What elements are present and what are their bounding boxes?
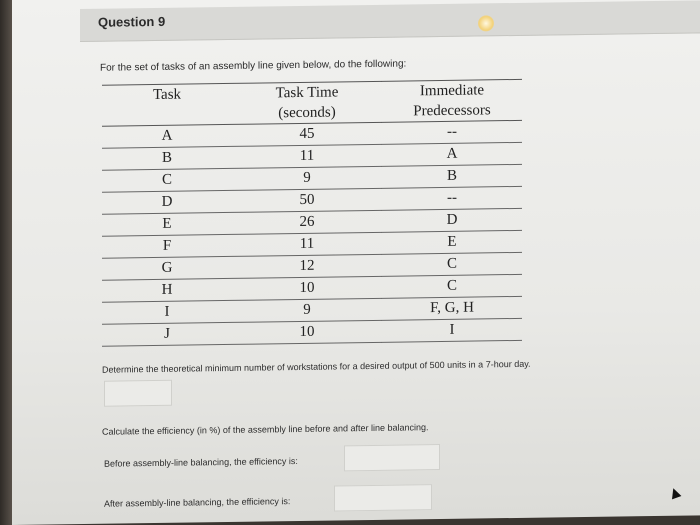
table-row: D 50 --: [102, 186, 522, 214]
header-task-time: Task Time (seconds): [232, 81, 382, 124]
question-intro: For the set of tasks of an assembly line given below, do the following:: [100, 58, 407, 74]
header-task: Task: [102, 83, 232, 126]
table-row: F 11 E: [102, 230, 522, 258]
after-efficiency-label: After assembly-line balancing, the efficiency is:: [104, 496, 291, 509]
before-efficiency-label: Before assembly-line balancing, the efficiency is:: [104, 456, 298, 469]
table-row: G 12 C: [102, 252, 522, 280]
before-efficiency-input[interactable]: [344, 444, 440, 471]
table-row: I 9 F, G, H: [102, 296, 522, 324]
table-row: A 45 --: [102, 120, 522, 148]
task-table: [102, 79, 522, 347]
table-row: E 26 D: [102, 208, 522, 236]
header-predecessors: Immediate Predecessors: [382, 79, 522, 122]
efficiency-prompt: Calculate the efficiency (in %) of the assembly line before and after line balancing.: [102, 422, 429, 437]
table-row: B 11 A: [102, 142, 522, 170]
after-efficiency-input[interactable]: [334, 484, 432, 511]
question-title: Question 9: [98, 13, 166, 30]
table-row: J 10 I: [102, 318, 522, 346]
question-panel: [12, 0, 700, 525]
workstations-answer-input[interactable]: [104, 380, 172, 407]
table-row: C 9 B: [102, 164, 522, 192]
workstations-prompt: Determine the theoretical minimum number of workstations for a desired output of 500 units in a 7-hour day.: [102, 358, 531, 375]
question-header: [80, 0, 700, 42]
table-row: H 10 C: [102, 274, 522, 302]
